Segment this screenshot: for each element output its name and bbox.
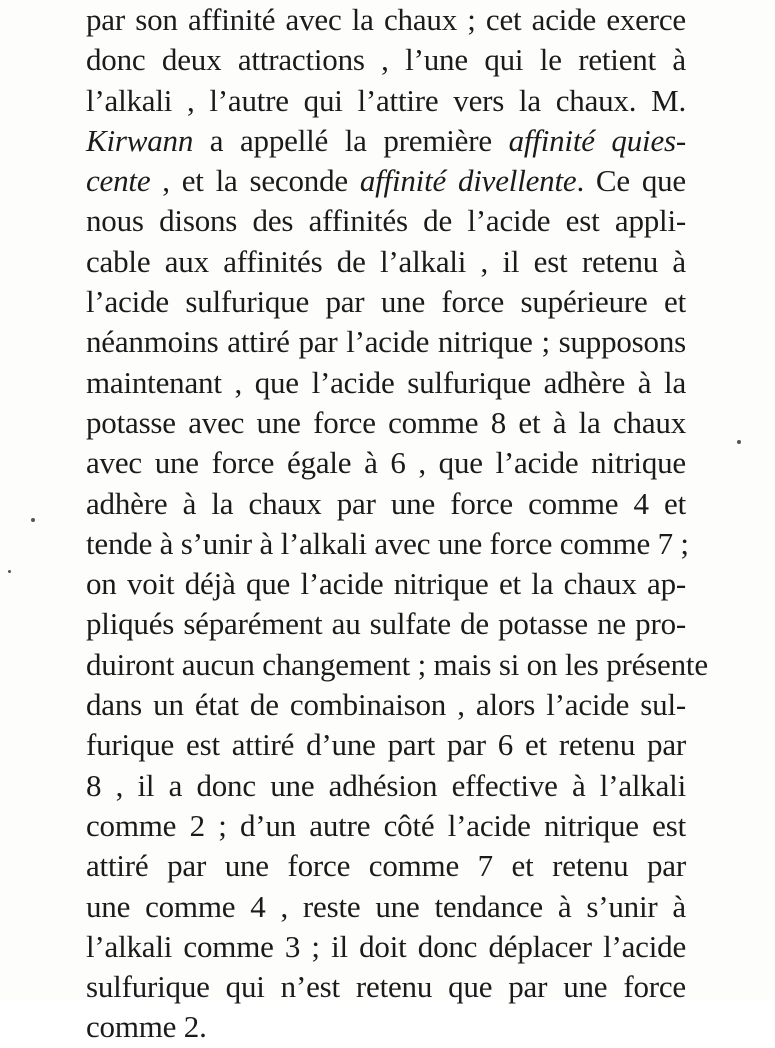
text-segment: potasse avec une force comme 8 et à la chaux [86, 404, 686, 440]
text-line [86, 846, 686, 886]
text-segment: sulfurique qui n’est retenu que par une force [86, 969, 686, 1005]
text-segment: attiré par une force comme 7 et retenu par [86, 848, 686, 884]
text-segment: on voit déjà que l’acide nitrique et la chaux ap- [86, 566, 686, 602]
text-line [86, 161, 686, 201]
text-line [86, 282, 686, 322]
text-line [86, 403, 686, 443]
text-line [86, 201, 686, 241]
text-segment: furique est attiré d’une part par 6 et retenu par [86, 727, 686, 763]
text-line [86, 766, 686, 806]
text-line [86, 645, 708, 685]
text-line [86, 685, 686, 725]
text-segment: comme 2. [86, 1009, 207, 1045]
text-line [86, 242, 686, 282]
body-text [86, 0, 708, 1048]
text-segment: néanmoins attiré par l’acide nitrique ; supposons [86, 324, 686, 360]
italic-term: Kirwann [86, 122, 194, 158]
text-segment: duiront aucun changement ; mais si on les présente [86, 646, 708, 682]
text-line [86, 967, 686, 1007]
ink-speck [31, 518, 35, 522]
text-segment: a appellé la première [193, 122, 509, 158]
text-line [86, 604, 686, 644]
text-segment: maintenant , que l’acide sulfurique adhère à la [86, 364, 686, 400]
text-line [86, 0, 686, 40]
italic-term: cente [86, 163, 151, 199]
text-line [86, 927, 686, 967]
italic-term: affinité quies- [508, 122, 686, 158]
ink-speck [737, 440, 741, 444]
text-line [86, 806, 686, 846]
text-line [86, 564, 686, 604]
text-line [86, 524, 689, 564]
text-segment: l’acide sulfurique par une force supérieure et [86, 284, 686, 320]
text-segment: avec une force égale à 6 , que l’acide nitrique [86, 445, 686, 481]
italic-term: affinité divellente [359, 163, 577, 199]
text-segment: par son affinité avec la chaux ; cet acide exerce [86, 2, 686, 37]
text-segment: comme 2 ; d’un autre côté l’acide nitrique est [86, 807, 686, 843]
text-segment: adhère à la chaux par une force comme 4 et [86, 485, 686, 521]
text-line [86, 363, 686, 403]
text-line [86, 40, 686, 80]
text-segment: . Ce que [576, 163, 686, 199]
text-segment: nous disons des affinités de l’acide est appli- [86, 203, 686, 239]
text-line [86, 887, 686, 927]
text-segment: l’alkali comme 3 ; il doit donc déplacer l’acide [86, 928, 686, 964]
text-line [86, 121, 686, 161]
text-line [86, 484, 686, 524]
text-segment: donc deux attractions , l’une qui le retient à [86, 42, 686, 78]
text-line [86, 322, 686, 362]
text-line [86, 1007, 686, 1047]
text-segment: 8 , il a donc une adhésion effective à l’alkali [86, 767, 686, 803]
text-line [86, 81, 686, 121]
text-segment: l’alkali , l’autre qui l’attire vers la chaux. M. [86, 82, 686, 118]
ink-speck [8, 570, 11, 573]
text-segment: , et la seconde [150, 163, 360, 199]
text-line [86, 725, 686, 765]
text-segment: tende à s’unir à l’alkali avec une force comme 7 ; [86, 525, 689, 561]
text-line [86, 443, 686, 483]
text-segment: pliqués séparément au sulfate de potasse ne pro- [86, 606, 686, 642]
text-segment: cable aux affinités de l’alkali , il est retenu à [86, 243, 686, 279]
text-segment: une comme 4 , reste une tendance à s’unir à [86, 888, 686, 924]
text-segment: dans un état de combinaison , alors l’acide sul- [86, 687, 686, 723]
